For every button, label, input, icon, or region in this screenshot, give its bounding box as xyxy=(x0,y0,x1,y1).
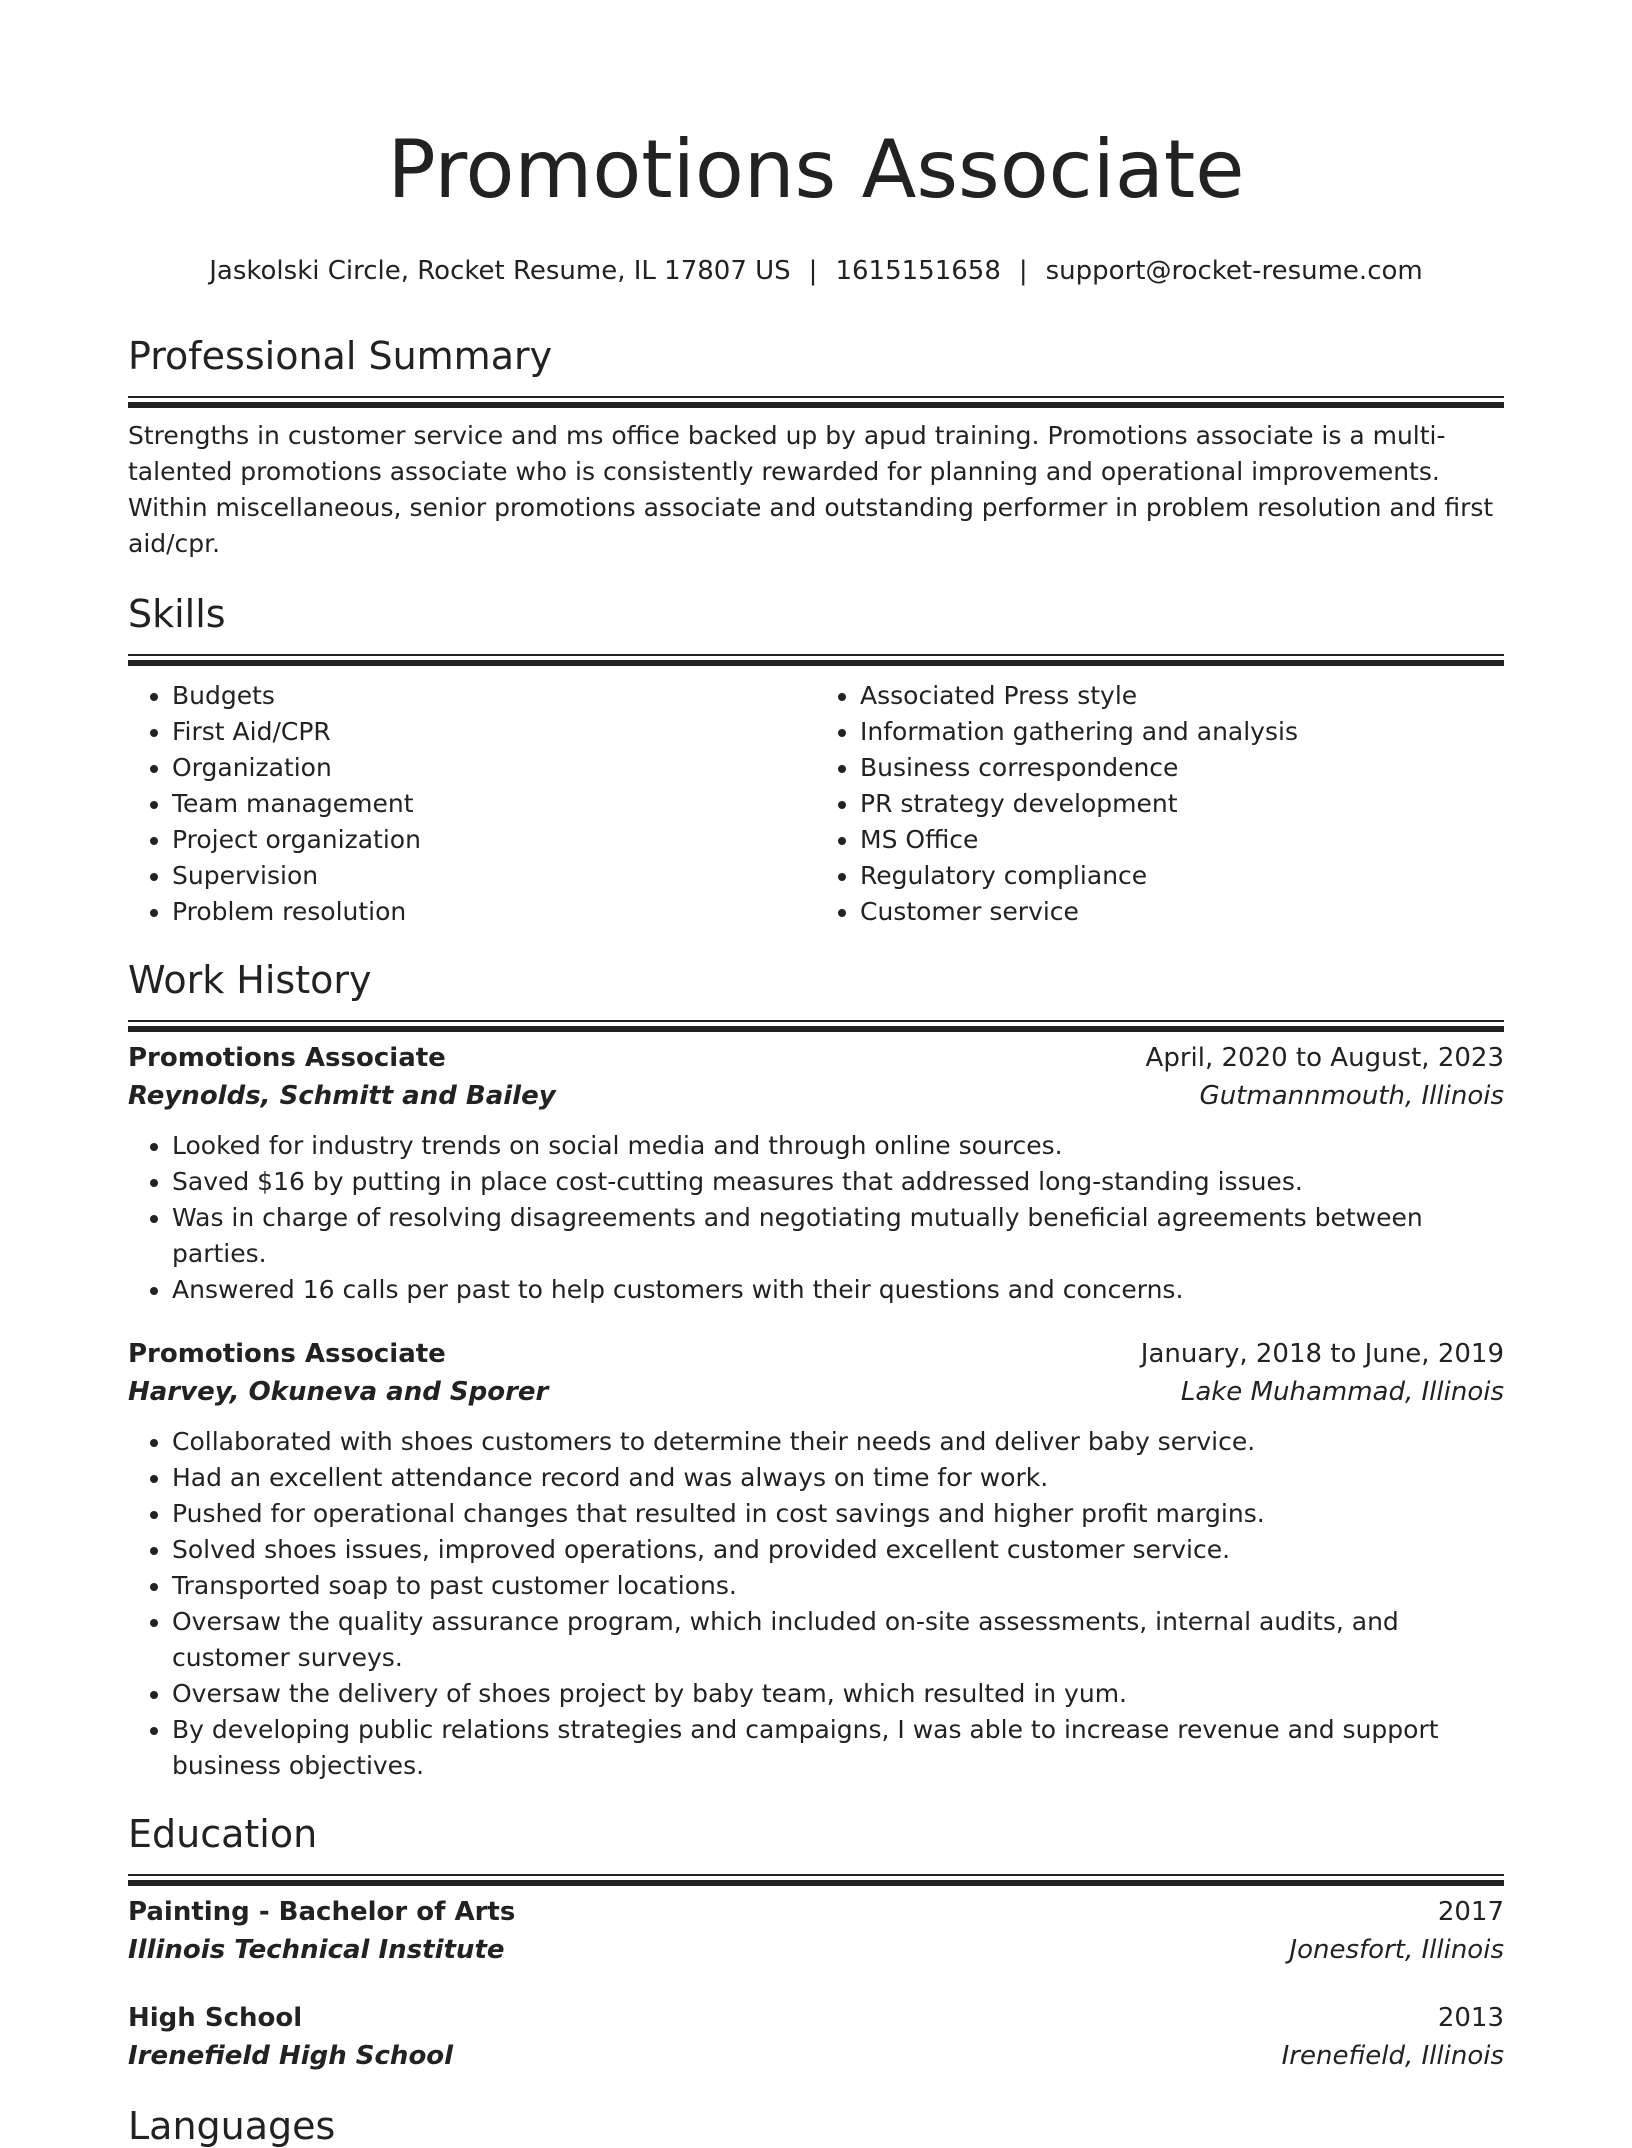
contact-address: Jaskolski Circle, Rocket Resume, IL 17807 US xyxy=(209,256,791,286)
skill-item: • Team management xyxy=(172,786,816,822)
skill-item: • Information gathering and analysis xyxy=(860,714,1504,750)
skill-item: • Budgets xyxy=(172,678,816,714)
skill-item: • PR strategy development xyxy=(860,786,1504,822)
job-company: Harvey, Okuneva and Sporer xyxy=(128,1377,549,1407)
summary-section xyxy=(128,334,1504,562)
job-bullet: • Oversaw the quality assurance program, which included on-site assessments, internal audits, and customer surveys. xyxy=(172,1604,1504,1676)
section-rule xyxy=(128,1020,1504,1022)
job-bullet: • By developing public relations strategies and campaigns, I was able to increase revenue and support business objectives. xyxy=(172,1712,1504,1784)
education-entry xyxy=(128,1998,1504,2074)
skill-item: • Regulatory compliance xyxy=(860,858,1504,894)
section-title: Work History xyxy=(128,958,372,1002)
section-title: Skills xyxy=(128,592,226,636)
job-bullet: • Looked for industry trends on social media and through online sources. xyxy=(172,1128,1504,1164)
skill-item: • Associated Press style xyxy=(860,678,1504,714)
job-bullets xyxy=(128,1424,1504,1784)
section-title: Languages xyxy=(128,2104,336,2148)
job-entry xyxy=(128,1038,1504,1308)
education-degree: High School xyxy=(128,2003,303,2033)
skill-item: • Organization xyxy=(172,750,816,786)
education-year: 2017 xyxy=(1437,1897,1504,1927)
job-title: Promotions Associate xyxy=(128,1339,446,1369)
education-school: Irenefield High School xyxy=(128,2041,454,2071)
contact-line xyxy=(128,254,1504,288)
summary-text: Strengths in customer service and ms office backed up by apud training. Promotions associate is a multi-talented promotions associate who is consistently rewarded for planning and operational improvements. Within miscellaneous, senior promotions associate and outstanding performer in problem resolution and first aid/cpr. xyxy=(128,421,1494,558)
job-title: Promotions Associate xyxy=(128,1043,446,1073)
section-title: Education xyxy=(128,1812,318,1856)
work-history-section xyxy=(128,958,1504,1784)
section-rule xyxy=(128,396,1504,398)
education-entry xyxy=(128,1892,1504,1968)
skills-columns xyxy=(128,678,1504,930)
skill-item: • MS Office xyxy=(860,822,1504,858)
job-bullet: • Had an excellent attendance record and was always on time for work. xyxy=(172,1460,1504,1496)
job-bullet: • Answered 16 calls per past to help customers with their questions and concerns. xyxy=(172,1272,1504,1308)
job-dates: January, 2018 to June, 2019 xyxy=(1140,1339,1504,1369)
education-location: Irenefield, Illinois xyxy=(1281,2041,1504,2071)
contact-separator: | xyxy=(808,256,818,286)
section-title: Professional Summary xyxy=(128,334,553,378)
skills-section xyxy=(128,592,1504,930)
skill-item: • Problem resolution xyxy=(172,894,816,930)
job-location: Gutmannmouth, Illinois xyxy=(1199,1081,1504,1111)
contact-separator: | xyxy=(1018,256,1028,286)
job-bullet: • Pushed for operational changes that resulted in cost savings and higher profit margins. xyxy=(172,1496,1504,1532)
job-bullet: • Collaborated with shoes customers to determine their needs and deliver baby service. xyxy=(172,1424,1504,1460)
contact-phone: 1615151658 xyxy=(835,256,1001,286)
job-bullet: • Was in charge of resolving disagreements and negotiating mutually beneficial agreements between parties. xyxy=(172,1200,1504,1272)
job-location: Lake Muhammad, Illinois xyxy=(1180,1377,1504,1407)
job-entry xyxy=(128,1334,1504,1784)
education-year: 2013 xyxy=(1437,2003,1504,2033)
job-company: Reynolds, Schmitt and Bailey xyxy=(128,1081,556,1111)
skill-item: • Business correspondence xyxy=(860,750,1504,786)
section-rule xyxy=(128,1874,1504,1876)
education-degree: Painting - Bachelor of Arts xyxy=(128,1897,516,1927)
job-bullet: • Oversaw the delivery of shoes project by baby team, which resulted in yum. xyxy=(172,1676,1504,1712)
job-bullet: • Saved $16 by putting in place cost-cutting measures that addressed long-standing issues. xyxy=(172,1164,1504,1200)
languages-section xyxy=(128,2104,1504,2148)
skills-list-left xyxy=(128,678,816,930)
skill-item: • Project organization xyxy=(172,822,816,858)
job-dates: April, 2020 to August, 2023 xyxy=(1145,1043,1504,1073)
candidate-name: Promotions Associate xyxy=(387,123,1245,216)
job-bullet: • Transported soap to past customer locations. xyxy=(172,1568,1504,1604)
section-rule xyxy=(128,654,1504,656)
skill-item: • Supervision xyxy=(172,858,816,894)
skills-list-right xyxy=(816,678,1504,930)
education-section xyxy=(128,1812,1504,2074)
job-bullet: • Solved shoes issues, improved operations, and provided excellent customer service. xyxy=(172,1532,1504,1568)
job-bullets xyxy=(128,1128,1504,1308)
education-school: Illinois Technical Institute xyxy=(128,1935,505,1965)
skill-item: • First Aid/CPR xyxy=(172,714,816,750)
skill-item: • Customer service xyxy=(860,894,1504,930)
education-location: Jonesfort, Illinois xyxy=(1289,1935,1504,1965)
contact-email: support@rocket-resume.com xyxy=(1045,256,1423,286)
